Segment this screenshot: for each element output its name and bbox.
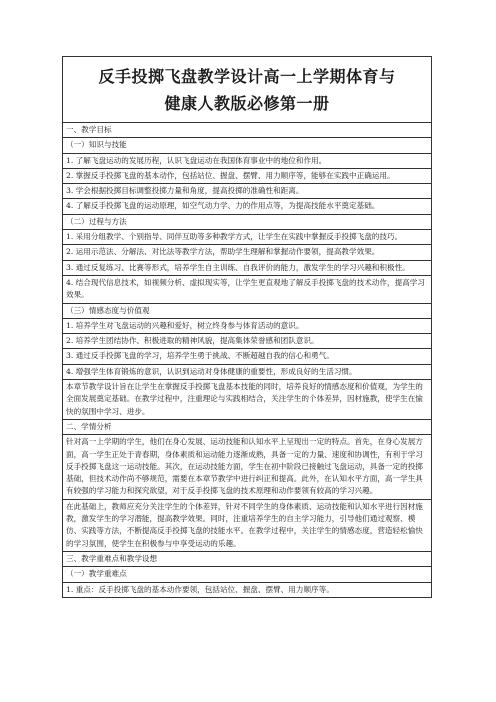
subsection-heading: （一）知识与技能 xyxy=(62,138,432,153)
title-line-2: 健康人教版必修第一册 xyxy=(164,94,330,113)
paragraph: 3. 通过反手投掷飞盘的学习，培养学生勇于挑战、不断超越自我的信心和勇气。 xyxy=(62,349,432,364)
subsection-heading: （二）过程与方法 xyxy=(62,215,432,230)
paragraph: 1. 采用分组教学、个别指导、同伴互助等多种教学方式，让学生在实践中掌握反手投掷飞盘的技巧。 xyxy=(62,230,432,245)
paragraph: 1. 了解飞盘运动的发展历程，认识飞盘运动在我国体育事业中的地位和作用。 xyxy=(62,154,432,169)
content-table xyxy=(62,122,432,598)
paragraph: 在此基础上，教师应充分关注学生的个体差异，针对不同学生的身体素质、运动技能和认知水平进行因材施教，激发学生的学习潜能，提高教学效果。同时，注重培养学生的自主学习能力，引导他们通过观察、模仿、实践等方法，不断提高反手投掷飞盘的技能水平。在教学过程中，关注学生的情感态度，营造轻松愉快的学习氛围，使学生在积极参与中享受运动的乐趣。 xyxy=(62,500,432,552)
section-heading: 一、教学目标 xyxy=(62,123,432,138)
paragraph: 2. 掌握反手投掷飞盘的基本动作，包括站位、握盘、摆臂、用力顺序等，能够在实践中正确运用。 xyxy=(62,169,432,184)
paragraph: 2. 培养学生团结协作、积极进取的精神风貌，提高集体荣誉感和团队意识。 xyxy=(62,334,432,349)
paragraph: 1. 重点：反手投掷飞盘的基本动作要领，包括站位、握盘、摆臂、用力顺序等。 xyxy=(62,583,432,598)
paragraph: 3. 学会根据投掷目标调整投掷力量和角度，提高投掷的准确性和距离。 xyxy=(62,184,432,199)
section-heading: 二、学情分析 xyxy=(62,420,432,435)
paragraph: 针对高一上学期的学生，他们在身心发展、运动技能和认知水平上呈现出一定的特点。首先，在身心发展方面，高一学生正处于青春期，身体素质和运动能力逐渐成熟，具备一定的力量、速度和协调性，有利于学习反手投掷飞盘这一运动技能。其次，在运动技能方面，学生在初中阶段已接触过飞盘运动，具备一定的投掷基础，但技术动作尚不够规范，需要在本章节教学中进行纠正和提高。此外，在认知水平方面，高一学生具有较强的学习能力和探究欲望，对于反手投掷飞盘的技术原理和动作要领有较高的学习兴趣。 xyxy=(62,435,432,499)
paragraph: 4. 结合现代信息技术，如视频分析、虚拟现实等，让学生更直观地了解反手投掷飞盘的技术动作，提高学习效果。 xyxy=(62,276,432,304)
paragraph: 3. 通过反复练习、比赛等形式，培养学生自主训练、自我评价的能力，激发学生的学习兴趣和积极性。 xyxy=(62,261,432,276)
subsection-heading: （一）教学重难点 xyxy=(62,567,432,582)
document xyxy=(62,56,432,598)
paragraph: 1. 培养学生对飞盘运动的兴趣和爱好，树立终身参与体育活动的意识。 xyxy=(62,319,432,334)
section-heading: 三、教学重难点和教学设想 xyxy=(62,552,432,567)
title-line-1: 反手投掷飞盘教学设计高一上学期体育与 xyxy=(98,67,396,86)
title-cell xyxy=(62,56,432,122)
paragraph: 4. 增强学生体育锻炼的意识，认识到运动对身体健康的重要性，形成良好的生活习惯。 xyxy=(62,365,432,380)
subsection-heading: （三）情感态度与价值观 xyxy=(62,304,432,319)
paragraph: 2. 运用示范法、分解法、对比法等教学方法，帮助学生理解和掌握动作要领，提高教学效果。 xyxy=(62,245,432,260)
paragraph: 4. 了解反手投掷飞盘的运动原理，如空气动力学、力的作用点等，为提高技能水平奠定基础。 xyxy=(62,199,432,214)
paragraph: 本章节教学设计旨在让学生在掌握反手投掷飞盘基本技能的同时，培养良好的情感态度和价值观，为学生的全面发展奠定基础。在教学过程中，注重理论与实践相结合，关注学生的个体差异，因材施教，使学生在愉快的氛围中学习、进步。 xyxy=(62,380,432,420)
